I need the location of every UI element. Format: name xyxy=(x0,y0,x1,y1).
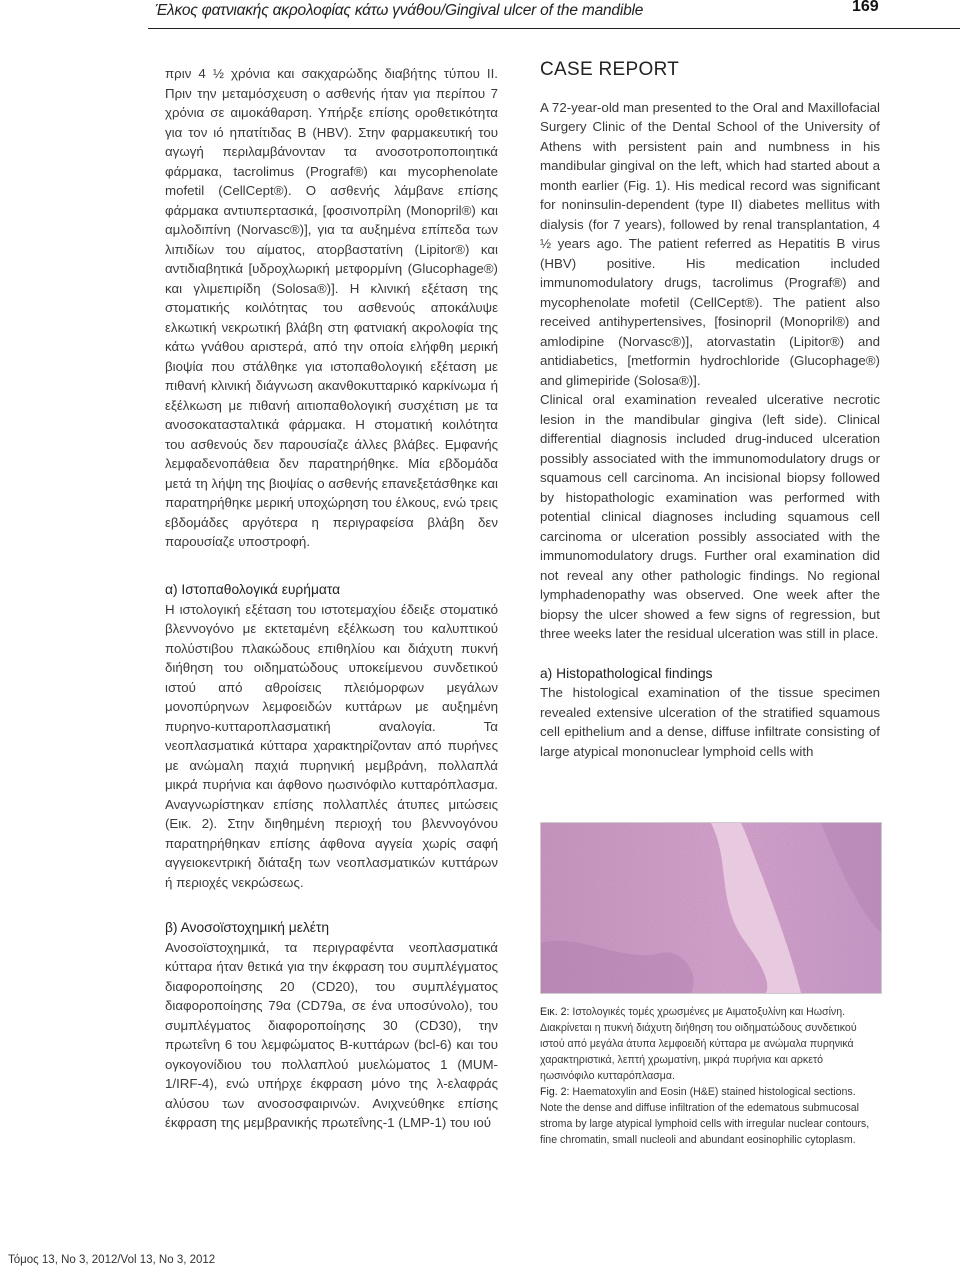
figure-caption xyxy=(540,1004,880,1148)
case-report-title: CASE REPORT xyxy=(540,59,680,80)
english-paragraph-histopathology: The histological examination of the tissue specimen revealed extensive ulceration of the stratified squamous cell epithelium and a dense, diffuse infiltrate consisting of large atypical mononuclear lymphoid cells with xyxy=(540,685,880,759)
greek-caption-label: Εικ. 2: xyxy=(540,1006,570,1018)
greek-histopathology-paragraph: Η ιστολογική εξέταση του ιστοτεμαχίου έδειξε στοματικό βλεννογόνο με εκτεταμένη εξέλκωση του καλυπτικού πολύστιβου πλακώδους επιθηλίου και διάχυτη πυκνή διήθηση του οιδηματώδους υποκείμενου συνδετικού ιστού από αθροίσεις πλειόμορφων μεγάλων μονοπύρηνων λεμφοειδών κυττάρων με αυξημένη πυρηνο-κυτταροπλασματική αναλογία. Τα νεοπλασματικά κύτταρα χαρακτηρίζονταν από πυρήνες με ανώμαλη παχιά πυρηνική μεμβράνη, πολλαπλά μικρά πυρήνια και άφθονο ηωσινόφιλο κυτταρόπλασμα. Αναγνωρίστηκαν επίσης πολλαπλές άτυπες μιτώσεις (Εικ. 2). Στην διηθημένη περιοχή του βλεννογόνου παρατηρήθηκαν επίσης άφθονα αγγεία χωρίς σαφή αγγειοκεντρική διάταξη των νεοπλασματικών κυττάρων ή περιοχές νεκρώσεως. xyxy=(165,601,498,890)
greek-intro-paragraph: πριν 4 ½ χρόνια και σακχαρώδης διαβήτης τύπου ΙΙ. Πριν την μεταμόσχευση ο ασθενής ήταν για περίπου 7 χρόνια σε αιμοκάθαρση. Υπήρξε επίσης οροθετικότητα για τον ιό ηπατίτιδας Β (HBV). Στην φαρμακευτική του αγωγή περιλαμβάνονταν τα ανοσοτροποποιητικά φάρμακα, tacrolimus (Prograf®) και mycophenolate mofetil (CellCept®). Ο ασθενής λάμβανε επίσης φάρμακα αντιυπερτασικά, [φοσινοπρίλη (Monopril®) και αμλοδιπίνη (Norvasc®)], για τα αυξημένα επίπεδα των λιπιδίων του αίματος, ατορβαστατίνη (Lipitor®) και αντιδιαβητικά [υδροχλωρική μετφορμίνη (Glucophage®) και γλιμεπιρίδη (Solosa®)]. Η κλινική εξέταση της στοματικής κοιλότητας του ασθενούς αποκάλυψε ελκωτική νεκρωτική βλάβη στη φατνιακή ακρολοφία της κάτω γνάθου αριστερά, από την οποία ελήφθη μερική βιοψία που στάλθηκε για ιστοπαθολογική εξέταση με πιθανή κλινική διάγνωση ακανθοκυτταρικό καρκίνωμα ή εξέλκωση με πιθανή αιτιοπαθολογική συσχέτιση με τα ανοσοκατασταλτικά φάρμακα. Η στοματική κοιλότητα του ασθενούς δεν παρουσίαζε άλλες βλάβες. Εμφανής λεμφαδενοπάθεια δεν παρατηρήθηκε. Μία εβδομάδα μετά τη λήψη της βιοψίας ο ασθενής επανεξετάσθηκε και παρατηρήθηκε μερική υποχώρηση του έλκους, ενώ τρεις εβδομάδες αργότερα η περιγραφείσα βλάβη δεν παρουσίαζε υποστροφή. xyxy=(165,66,498,549)
english-caption xyxy=(540,1084,880,1148)
english-caption-text: Haematoxylin and Eosin (H&E) stained histological sections. Note the dense and diffuse infiltration of the edematous submucosal stroma by large atypical lymphoid cells with irregular nuclear contours, fine chromatin, small nucleoli and abundant eosinophilic cytoplasm. xyxy=(540,1086,870,1146)
page-footer: Τόμος 13, No 3, 2012/Vol 13, No 3, 2012 xyxy=(8,1254,216,1266)
greek-section-a xyxy=(165,580,498,892)
greek-heading-immunohistochemistry: β) Ανοσοϊστοχημική μελέτη xyxy=(165,920,330,935)
english-paragraph-history: A 72-year-old man presented to the Oral and Maxillofacial Surgery Clinic of the Dental School of the University of Athens with persistent pain and numbness in his mandibular gingival on the left, which had started about a month earlier (Fig. 1). His medical record was significant for noninsulin-dependent (type II) diabetes mellitus with dialysis (for 7 years), followed by renal transplantation, 4 ½ years ago. The patient referred as Hepatitis B virus (HBV) positive. His medication included immunomodulatory drugs, tacrolimus (Prograf®) and mycophenolate mofetil (CellCept®). The patient also received antihypertensives, [fosinopril (Monopril®) and amlodipine (Norvasc®)], atorvastatin (Lipitor®) and antidiabetics, [metformin hydrochloride (Glucophage®) and glimepiride (Solosa®)]. xyxy=(540,99,880,388)
greek-caption-text: Ιστολογικές τομές χρωσμένες με Αιματοξυλίνη και Ηωσίνη. Διακρίνεται η πυκνή διάχυτη διήθηση του οιδηματώδους συνδετικού ιστού από μεγάλα άτυπα λεμφοειδή κύτταρα με ανώμαλα πυρηνικά χαρακτηριστικά, λεπτή χρωματίνη, μικρά πυρήνια και αρκετό ηωσινόφιλο κυτταρόπλασμα. xyxy=(540,1006,857,1082)
header-rule xyxy=(148,28,960,29)
histology-image xyxy=(541,823,881,993)
english-paragraph-examination: Clinical oral examination revealed ulcerative necrotic lesion in the mandibular gingiva (left side). Clinical differential diagnosis included drug-induced ulceration possibly associated with the immunomodulatory drugs or squamous cell carcinoma. An incisional biopsy followed by histopathologic examination was performed with potential clinical diagnoses including squamous cell carcinoma or ulceration possibly associated with the immunomodulatory drugs. Further oral examination did not reveal any other pathologic findings. No regional lymphadenopathy was observed. One week after the biopsy the ulcer showed a few signs of regression, but three weeks later the residual ulceration was still in place. xyxy=(540,392,880,641)
english-heading-histopathology: a) Histopathological findings xyxy=(540,665,713,681)
page-header xyxy=(0,0,960,38)
greek-immunohistochemistry-paragraph: Ανοσοϊστοχημικά, τα περιγραφέντα νεοπλασματικά κύτταρα ήταν θετικά για την έκφραση του συμπλέγματος διαφοροποίησης 20 (CD20), του συμπλέγματος διαφοροποίησης 79α (CD79a, σε ένα υποσύνολο), του συμπλέγματος διαφοροποίησης 30 (CD30), την πρωτεΐνη 6 του λεμφώματος Β-κυττάρων (bcl-6) και του ογκογονίδιου του πολλαπλού μυελώματος 1 (MUM-1/IRF-4), ενώ υπήρχε έκφραση μόνο της λ-ελαφράς αλύσου των ανοσοσφαιρινών. Ανιχνεύθηκε επίσης έκφραση της μεμβρανικής πρωτεΐνης-1 (LMP-1) του ιού xyxy=(165,939,498,1130)
histology-figure xyxy=(540,822,882,994)
greek-section-b xyxy=(165,918,498,1133)
english-column xyxy=(540,60,880,761)
running-title: Έλκος φατνιακής ακρολοφίας κάτω γνάθου/Gingival ulcer of the mandible xyxy=(155,2,644,19)
page-number: 169 xyxy=(852,0,879,15)
greek-heading-histopathology: α) Ιστοπαθολογικά ευρήματα xyxy=(165,582,341,597)
greek-column-intro xyxy=(165,64,498,552)
greek-caption xyxy=(540,1004,880,1084)
english-caption-label: Fig. 2: xyxy=(540,1086,570,1098)
